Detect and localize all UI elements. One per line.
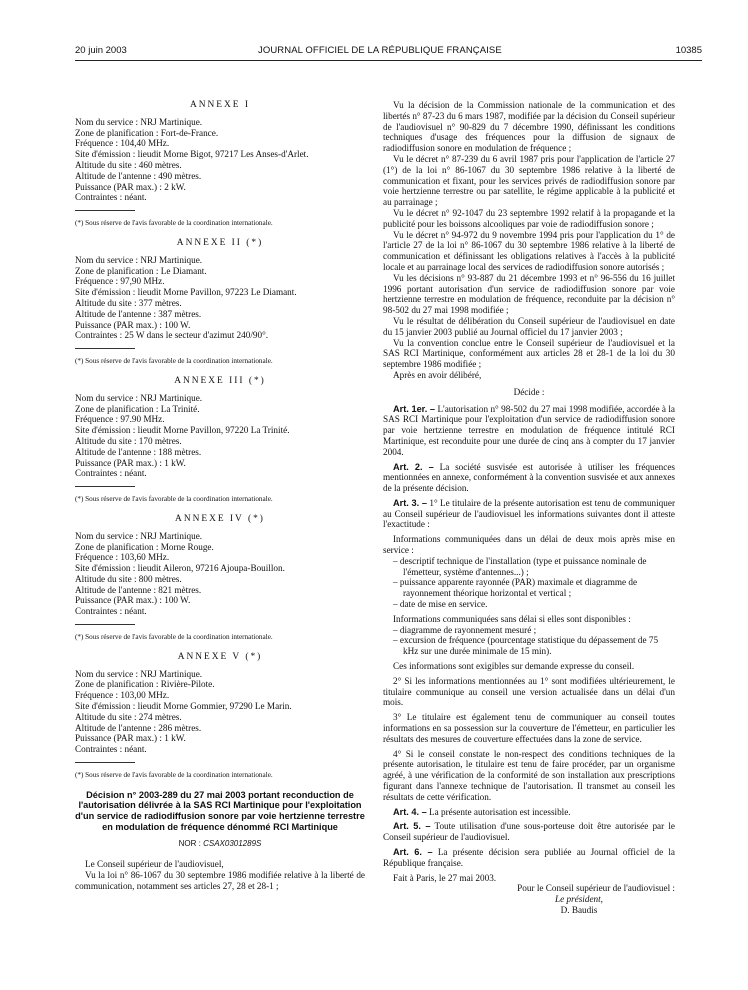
article-label: Art. 1er. – [393,403,436,414]
annex-line: Site d'émission : lieudit Aileron, 97216 Ajoupa-Bouillon. [75,563,285,574]
header-page-number: 10385 [675,45,702,56]
consideration-paragraph: Vu la décision de la Commission nationale de la communication et des libertés n° 87-23 du 6 mars 1987, modifiée par la décision du Conseil supérieur de l'audiovisuel n° 90-829 du 7 décembre 1990, définissant les conditions techniques d'usage des fréquences pour la diffusion de signaux de radiodiffusion sonore en modulation de fréquence ; [383,100,675,154]
article-3 [383,498,675,530]
annex-line: Nom du service : NRJ Martinique. [75,392,203,403]
paragraph-3: 3° Le titulaire est également tenu de communiquer au conseil toutes informations en sa possession sur la couverture de l'émetteur, en particulier les résultats des mesures de couverture effectuées dans la zone de service. [383,712,675,744]
header-rule [75,60,702,61]
article-text: L'autorisation n° 98-502 du 27 mai 1998 modifiée, accordée à la SAS RCI Martinique pour l'exploitation d'un service de radiodiffusion sonore par voie hertzienne terrestre en modulation de fréquence intitulé RCI Martinique, est reconduite pour une durée de cinq ans à compter du 17 janvier 2004. [383,403,675,457]
list-item: – descriptif technique de l'installation (type et puissance nominale de l'émetteur, système d'antennes...) ; [393,555,647,577]
annex-note: (*) Sous réserve de l'avis favorable de la coordination internationale. [75,495,273,504]
annex-line: Puissance (PAR max.) : 100 W. [75,319,191,330]
annex-line: Zone de planification : Morne Rouge. [75,541,214,552]
list-item: – excursion de fréquence (pourcentage statistique du dépassement de 75 kHz sur une durée minimale de 15 min). [393,635,659,657]
annex-line: Puissance (PAR max.) : 1 kW. [75,457,186,468]
consideration-paragraph: Vu le résultat de délibération du Conseil supérieur de l'audiovisuel en date du 15 janvier 2003 publié au Journal officiel du 17 janvier 2003 ; [383,315,675,337]
annex-title: ANNEXE I [189,100,250,110]
article-1 [383,404,675,458]
annex-line: Fréquence : 103,00 MHz. [75,690,170,701]
annex-line: Zone de planification : Fort-de-France. [75,127,219,138]
separator-rule [75,762,135,763]
annex-line: Site d'émission : lieudit Morne Gommier, 97290 Le Marin. [75,701,292,712]
consideration-paragraph: Vu le décret n° 94-972 du 9 novembre 1994 pris pour l'application du 1° de l'article 27 de la loi n° 86-1067 du 30 septembre 1986 relative à la liberté de communication et définissant les obligations relatives à l'accès à la publicité locale et au parrainage local des services de radiodiffusion sonore autorisés ; [383,229,675,272]
annex-line: Site d'émission : lieudit Morne Bigot, 97217 Les Anses-d'Arlet. [75,149,309,160]
info-two-months: Informations communiquées dans un délai de deux mois après mise en service : [383,534,675,556]
separator-rule [75,210,135,211]
annex-line: Altitude de l'antenne : 387 mètres. [75,308,202,319]
annex-note: (*) Sous réserve de l'avis favorable de la coordination internationale. [75,357,273,366]
list-item: – puissance apparente rayonnée (PAR) maximale et diagramme de rayonnement théorique horizontal et vertical ; [393,577,638,599]
annex-line: Fréquence : 97,90 MHz. [75,276,165,287]
info-no-delay: Informations communiquées sans délai si elles sont disponibles : [393,613,631,624]
signature-role: Le président, [555,894,603,905]
nor-reference [75,839,365,850]
consideration-paragraph: Après en avoir délibéré, [393,369,482,380]
annex-note: (*) Sous réserve de l'avis favorable de la coordination internationale. [75,633,273,642]
annex-line: Contraintes : néant. [75,192,147,203]
annex-note: (*) Sous réserve de l'avis favorable de la coordination internationale. [75,771,273,780]
annex-line: Contraintes : néant. [75,744,147,755]
article-label: Art. 4. – [393,806,427,817]
separator-rule [75,624,135,625]
annex-line: Puissance (PAR max.) : 100 W. [75,595,191,606]
signature-for: Pour le Conseil supérieur de l'audiovisuel : [517,883,675,894]
annex-line: Nom du service : NRJ Martinique. [75,668,203,679]
annex-title: ANNEXE IV (*) [175,513,265,524]
annex-line: Altitude de l'antenne : 490 mètres. [75,170,202,181]
consideration-paragraph: Vu les décisions n° 93-887 du 21 décembre 1993 et n° 96-556 du 16 juillet 1996 portant autorisation d'un service de radiodiffusion sonore par voie hertzienne terrestre en modulation de fréquence, reconduite par la décision n° 98-502 du 27 mai 1998 modifiée ; [383,272,675,316]
nor-code: CSAX0301289S [203,839,262,849]
header-title: JOURNAL OFFICIEL DE LA RÉPUBLIQUE FRANÇAISE [258,45,502,56]
article-text: Toute utilisation d'une sous-porteuse doit être autorisée par le Conseil supérieur de l'audiovisuel. [383,821,675,843]
annex-line: Site d'émission : lieudit Morne Pavillon, 97223 Le Diamant. [75,287,297,298]
annex-line: Altitude de l'antenne : 821 mètres. [75,584,202,595]
annex-line: Altitude de l'antenne : 188 mètres. [75,446,202,457]
nor-label: NOR : [178,839,201,849]
items-two-months [383,556,675,610]
decision-title: Décision n° 2003-289 du 27 mai 2003 portant reconduction de l'autorisation délivrée à la SAS RCI Martinique pour l'exploitation d'un service de radiodiffusion sonore par voie hertzienne terrestre en modulation de fréquence dénommé RCI Martinique [75,789,365,832]
article-label: Art. 2. – [393,461,434,472]
annex-line: Zone de planification : La Trinité. [75,403,200,414]
annex-note: (*) Sous réserve de l'avis favorable de la coordination internationale. [75,219,273,228]
article-5 [383,821,675,843]
considerations-list [383,100,675,381]
separator-rule [75,486,135,487]
annex-block [75,100,365,229]
consideration-paragraph: Vu la convention conclue entre le Conseil supérieur de l'audiovisuel et la SAS RCI Martinique, conformément aux articles 28 et 28-1 de la loi du 30 septembre 1986 modifiée ; [383,337,675,370]
intro-paragraph: Vu la loi n° 86-1067 du 30 septembre 1986 modifiée relative à la liberté de communication, notamment ses articles 27, 28 et 28-1 ; [75,869,365,891]
annex-line: Nom du service : NRJ Martinique. [75,116,203,127]
demand-note: Ces informations sont exigibles sur demande expresse du conseil. [393,661,635,672]
annex-title: ANNEXE II (*) [176,237,264,248]
decide-heading: Décide : [513,386,545,397]
annex-list [75,100,365,781]
annex-line: Nom du service : NRJ Martinique. [75,254,203,265]
signature-name: D. Baudis [560,904,598,915]
annex-line: Altitude de l'antenne : 286 mètres. [75,722,202,733]
annex-line: Puissance (PAR max.) : 2 kW. [75,181,186,192]
annex-block [75,376,365,505]
article-2 [383,462,675,494]
annex-title: ANNEXE III (*) [174,375,266,386]
consideration-paragraph: Vu le décret n° 87-239 du 6 avril 1987 pris pour l'application de l'article 27 (1°) de la loi n° 86-1067 du 30 septembre 1986 relative à la liberté de communication et fixant, pour les services privés de radiodiffusion sonore par voie hertzienne terrestre ou par satellite, le régime applicable à la publicité et au parrainage ; [383,153,675,208]
list-item: – date de mise en service. [393,599,488,610]
right-column [383,100,675,916]
article-text: La présente autorisation est incessible. [429,806,571,817]
article-text: La présente décision sera publiée au Journal officiel de la République française. [383,847,676,868]
article-4 [383,807,675,818]
annex-line: Altitude du site : 377 mètres. [75,297,182,308]
paragraph-2: 2° Si les informations mentionnées au 1° sont modifiées ultérieurement, le titulaire communique au conseil une version actualisée dans un délai d'un mois. [383,675,675,708]
annex-line: Contraintes : néant. [75,606,147,617]
annex-line: Altitude du site : 460 mètres. [75,159,182,170]
annex-line: Contraintes : néant. [75,468,147,479]
annex-line: Fréquence : 104,40 MHz. [75,138,170,149]
header-date: 20 juin 2003 [75,45,127,56]
annex-line: Nom du service : NRJ Martinique. [75,530,203,541]
annex-line: Site d'émission : lieudit Morne Pavillon, 97220 La Trinité. [75,425,290,436]
annex-block [75,514,365,643]
done-at: Fait à Paris, le 27 mai 2003. [393,872,497,883]
article-label: Art. 3. – [393,497,427,508]
annex-block [75,652,365,781]
article-label: Art. 6. – [393,847,433,857]
annex-line: Contraintes : 25 W dans le secteur d'azimut 240/90°. [75,330,269,341]
intro-paragraph: Le Conseil supérieur de l'audiovisuel, [85,859,224,870]
article-label: Art. 5. – [393,821,431,832]
annex-line: Fréquence : 103,60 MHz. [75,552,170,563]
paragraph-4: 4° Si le conseil constate le non-respect des conditions techniques de la présente autorisation, le titulaire est tenu de faire procéder, par un organisme agréé, à une vérification de la conformité de son installation aux prescriptions figurant dans l'annexe technique de l'autorisation. Il transmet au conseil les résultats de cette vérification. [383,748,675,802]
consideration-paragraph: Vu le décret n° 92-1047 du 23 septembre 1992 relatif à la propagande et la publicité pour les boissons alcooliques par voie de radiodiffusion sonore ; [383,207,675,229]
left-column [75,100,365,891]
annex-line: Zone de planification : Rivière-Pilote. [75,679,215,690]
list-item: – diagramme de rayonnement mesuré ; [393,624,537,635]
annex-line: Altitude du site : 170 mètres. [75,435,182,446]
annex-line: Altitude du site : 800 mètres. [75,573,182,584]
annex-line: Zone de planification : Le Diamant. [75,265,207,276]
annex-line: Fréquence : 97.90 MHz. [75,414,165,425]
annex-line: Altitude du site : 274 mètres. [75,711,182,722]
article-text: La société susvisée est autorisée à utiliser les fréquences mentionnées en annexe, conformément à la convention susvisée et aux annexes de la présente décision. [383,461,675,494]
annex-title: ANNEXE V (*) [177,651,263,662]
annex-line: Puissance (PAR max.) : 1 kW. [75,733,186,744]
separator-rule [75,348,135,349]
annex-block [75,238,365,367]
article-6 [383,847,675,869]
article-text: 1° Le titulaire de la présente autorisation est tenu de communiquer au Conseil supérieur de l'audiovisuel les informations suivantes dont il atteste l'exactitude : [383,497,676,530]
items-no-delay [383,625,675,657]
